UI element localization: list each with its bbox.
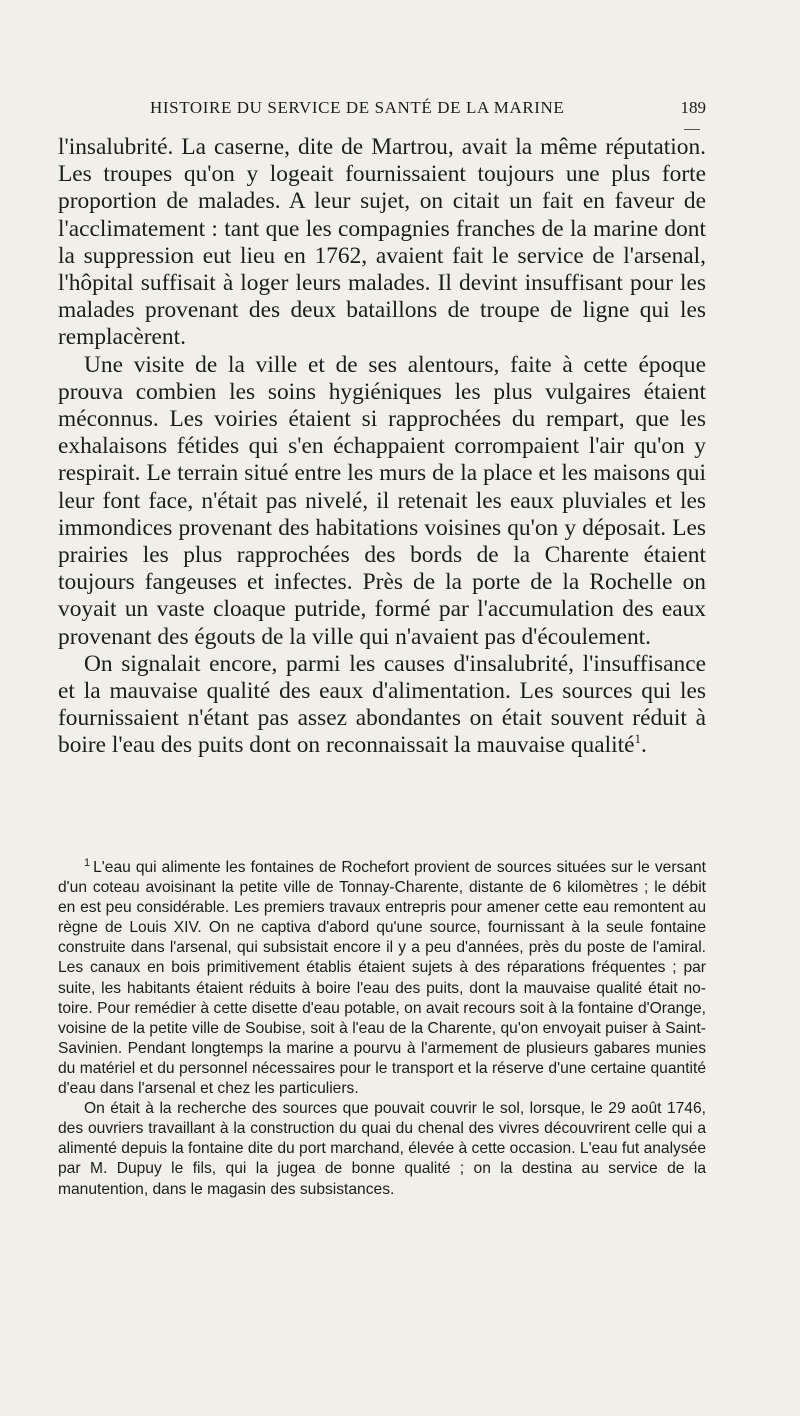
paragraph-water-end: . <box>640 732 647 759</box>
paragraph-water-text: On signalait encore, parmi les causes d'insalubrité, l'insuffisance et la mauvaise qualité des eaux d'alimentation. Les sources qui les fournissaient n'étant pas assez abondantes on était souvent réduit à boire l'eau des puits dont on reconnaissait la mauvaise qualité <box>58 650 706 759</box>
running-title: HISTOIRE DU SERVICE DE SANTÉ DE LA MARINE <box>150 98 565 117</box>
running-header <box>150 98 706 122</box>
paragraph-continued: l'insalubrité. La caserne, dite de Martrou, avait la même réputation. Les troupes qu'on y logeait fournissaient toujours une plus forte proportion de malades. A leur sujet, on citait un fait en faveur de l'acclimatement : tant que les compagnies franches de la marine dont la suppression eut lieu en 1762, avaient fait le service de l'arsenal, l'hôpital suffisait à loger leurs malades. Il devint insuffisant pour les malades provenant des deux bataillons de troupe de ligne qui les remplacèrent. <box>58 134 706 351</box>
paragraph-water <box>58 651 706 760</box>
main-text <box>58 134 706 760</box>
footnote-marker: 1 <box>84 856 91 869</box>
footnotes <box>58 858 706 1200</box>
footnote-1 <box>58 858 706 1099</box>
paragraph-visit: Une visite de la ville et de ses alentours, faite à cette époque prouva combien les soins hygiéniques les plus vulgaires étaient méconnus. Les voiries étaient si rapprochées du rempart, que les exhalaisons fétides qui s'en échappaient corrompaient l'air qu'on y respirait. Le terrain situé entre les murs de la place et les maisons qui leur font face, n'était pas nivelé, il retenait les eaux pluviales et les immondices provenant des habitations voisines qu'on y déposait. Les prairies les plus rapprochées des bords de la Charente étaient toujours fangeuses et infectes. Près de la porte de la Rochelle on voyait un vaste cloaque putride, formé par l'accumulation des eaux provenant des égouts de la ville qui n'avaient pas d'écoulement. <box>58 351 706 650</box>
page-number: 189 <box>680 98 706 117</box>
footnote-1-continued: On était à la recherche des sources que pouvait couvrir le sol, lorsque, le 29 août 1746, des ouvriers travaillant à la construction du quai du chenal des vivres découvrirent celle qui a alimenté depuis la fontaine dite du port marchand, élevée à cette occasion. L'eau fut analysée par M. Dupuy le fils, qui la jugea de bonne qualité ; on la destina au service de la manutention, dans le magasin des subsistances. <box>58 1100 706 1198</box>
footnote-1-text: L'eau qui alimente les fontaines de Rochefort provient de sources situées sur le versant d'un coteau avoisinant la petite ville de Tonnay-Charente, distante de 6 kilomètres ; le débit en est peu considérable. Les premiers travaux entrepris pour amener cette eau remontent au règne de Louis XIV. On ne captiva d'abord qu'une source, fournissant à la seule fontaine construite dans l'arsenal, qui subsistait encore il y a peu d'années, près du poste de l'amiral. Les canaux en bois primitivement établis étaient sujets à des réparations fréquentes ; par suite, les habitants étaient réduits à boire l'eau des puits, dont la mauvaise qualité était notoire. Pour remédier à cette disette d'eau potable, on avait recours soit à la fontaine d'Orange, voisine de la petite ville de Soubise, soit à l'eau de la Charente, qu'on envoyait puiser à Saint-Savinien. Pendant longtemps la marine a pourvu à l'armement de plusieurs gabares munies du matériel et du personnel nécessaires pour le transport et la réserve d'une certaine quantité d'eau dans l'arsenal et chez les particuliers. <box>58 859 706 1098</box>
footnote-reference: 1 <box>634 731 641 747</box>
header-rule <box>684 129 700 130</box>
